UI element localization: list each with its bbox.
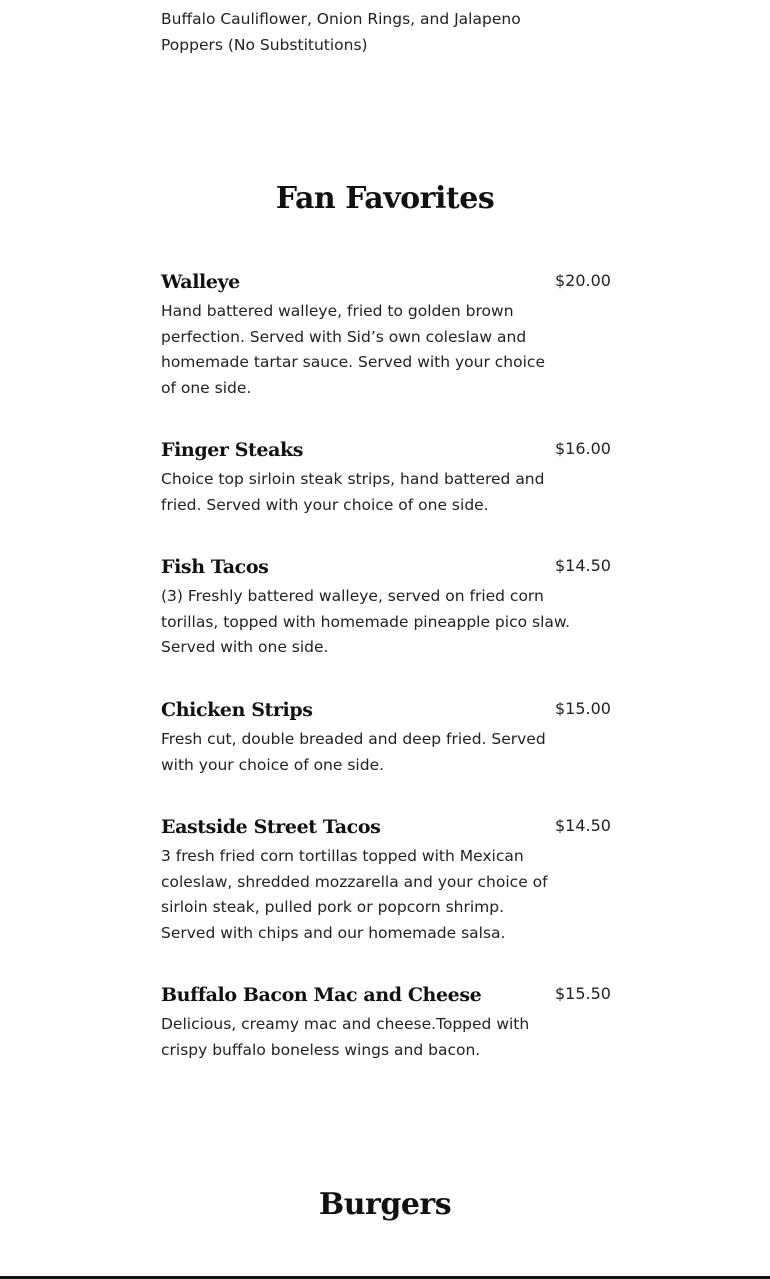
- menu-item-name: Chicken Strips: [161, 699, 313, 721]
- menu-item-description: Hand battered walleye, fried to golden brown perfection. Served with Sid’s own coleslaw and homemade tartar sauce. Served with your choice of one side.: [161, 302, 545, 398]
- menu-item-price: $15.00: [555, 699, 611, 718]
- menu-item-price: $15.50: [555, 984, 611, 1003]
- menu-item-name: Buffalo Bacon Mac and Cheese: [161, 984, 482, 1006]
- menu-item-description: Choice top sirloin steak strips, hand battered and fried. Served with your choice of one side.: [161, 470, 545, 514]
- menu-item-name: Eastside Street Tacos: [161, 816, 381, 838]
- section-title-fan-favorites: Fan Favorites: [275, 181, 495, 216]
- menu-item-name: Fish Tacos: [161, 556, 269, 578]
- menu-item-price: $14.50: [555, 556, 611, 575]
- menu-item-price: $20.00: [555, 271, 611, 290]
- menu-item-description: 3 fresh fried corn tortillas topped with Mexican coleslaw, shredded mozzarella and your choice of sirloin steak, pulled pork or popcorn shrimp. Served with chips and our homemade salsa.: [161, 847, 548, 943]
- section-title-burgers: Burgers: [318, 1187, 452, 1222]
- menu-item-description: (3) Freshly battered walleye, served on fried corn torillas, topped with homemade pineapple pico slaw. Served with one side.: [161, 587, 571, 657]
- previous-item-description: Buffalo Cauliflower, Onion Rings, and Jalapeno Poppers (No Substitutions): [161, 10, 521, 54]
- menu-item-name: Walleye: [161, 271, 240, 293]
- menu-item-price: $16.00: [555, 439, 611, 458]
- menu-item-price: $14.50: [555, 816, 611, 835]
- menu-item-description: Delicious, creamy mac and cheese.Topped with crispy buffalo boneless wings and bacon.: [161, 1015, 530, 1059]
- menu-item-name: Finger Steaks: [161, 439, 304, 461]
- menu-item-description: Fresh cut, double breaded and deep fried. Served with your choice of one side.: [161, 730, 546, 774]
